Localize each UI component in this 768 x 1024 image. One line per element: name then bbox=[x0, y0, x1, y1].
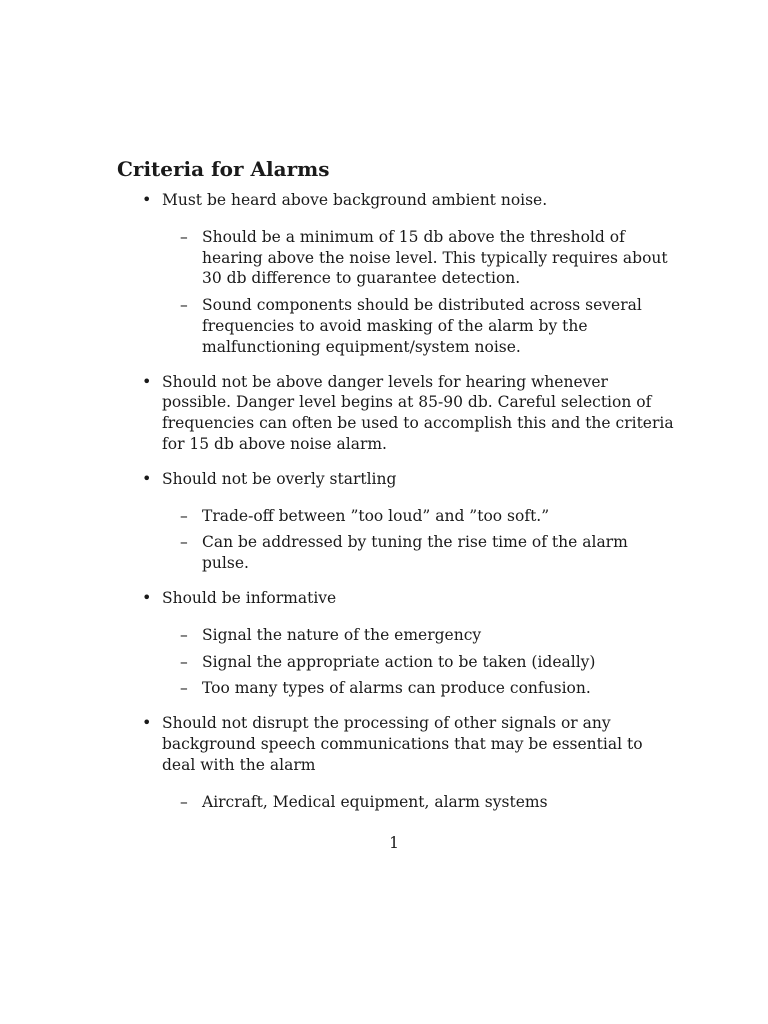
sub-list-item bbox=[162, 227, 675, 289]
dash-icon: – bbox=[180, 296, 188, 315]
dash-icon: – bbox=[180, 679, 188, 698]
sub-list-item bbox=[162, 295, 675, 357]
bullet-icon: • bbox=[142, 587, 152, 607]
dash-icon: – bbox=[180, 792, 188, 811]
criteria-list bbox=[140, 190, 675, 826]
list-item-text: Must be heard above background ambient noise. bbox=[162, 191, 548, 209]
dash-icon: – bbox=[180, 533, 188, 552]
sub-list-item-text: Sound components should be distributed across several frequencies to avoid masking of the alarm by the malfunctioning equipment/system noise. bbox=[202, 296, 642, 356]
list-item-text: Should be informative bbox=[162, 588, 337, 607]
bullet-icon: • bbox=[142, 713, 152, 733]
bullet-icon: • bbox=[142, 190, 152, 209]
sub-list-item-text: Signal the nature of the emergency bbox=[202, 625, 482, 644]
sub-list-item bbox=[162, 652, 675, 673]
sub-list bbox=[162, 227, 675, 358]
sub-list-item bbox=[162, 532, 675, 574]
sub-list bbox=[162, 792, 675, 813]
sub-list-item-text: Too many types of alarms can produce confusion. bbox=[202, 679, 591, 698]
bullet-icon: • bbox=[142, 468, 152, 488]
list-item bbox=[140, 190, 675, 358]
list-item bbox=[140, 372, 675, 455]
sub-list-item-text: Trade-off between ”too loud” and ”too soft.” bbox=[202, 506, 550, 525]
dash-icon: – bbox=[180, 652, 188, 671]
list-item bbox=[140, 469, 675, 574]
list-item-text: Should not be above danger levels for hearing whenever possible. Danger level begins at 85-90 db. Careful selection of frequencies can often be used to accomplish this and the criteria for 15 db above noise alarm. bbox=[162, 372, 674, 453]
sub-list-item bbox=[162, 506, 675, 527]
list-item bbox=[140, 713, 675, 812]
page-number: 1 bbox=[389, 834, 399, 852]
sub-list-item-text: Aircraft, Medical equipment, alarm systems bbox=[202, 792, 548, 811]
list-item-text: Should not disrupt the processing of other signals or any background speech communications that may be essential to deal with the alarm bbox=[162, 714, 643, 774]
sub-list-item bbox=[162, 625, 675, 646]
list-item bbox=[140, 588, 675, 699]
page-title: Criteria for Alarms bbox=[117, 157, 330, 181]
sub-list bbox=[162, 625, 675, 699]
sub-list-item-text: Signal the appropriate action to be taken (ideally) bbox=[202, 652, 596, 671]
sub-list-item bbox=[162, 792, 675, 813]
sub-list-item-text: Should be a minimum of 15 db above the threshold of hearing above the noise level. This typically requires about 30 db difference to guarantee detection. bbox=[202, 227, 668, 288]
sub-list-item bbox=[162, 678, 675, 699]
bullet-icon: • bbox=[142, 371, 152, 391]
sub-list bbox=[162, 506, 675, 574]
sub-list-item-text: Can be addressed by tuning the rise time of the alarm pulse. bbox=[202, 533, 628, 573]
dash-icon: – bbox=[180, 625, 188, 644]
list-item-text: Should not be overly startling bbox=[162, 469, 397, 488]
dash-icon: – bbox=[180, 227, 188, 246]
dash-icon: – bbox=[180, 506, 188, 525]
